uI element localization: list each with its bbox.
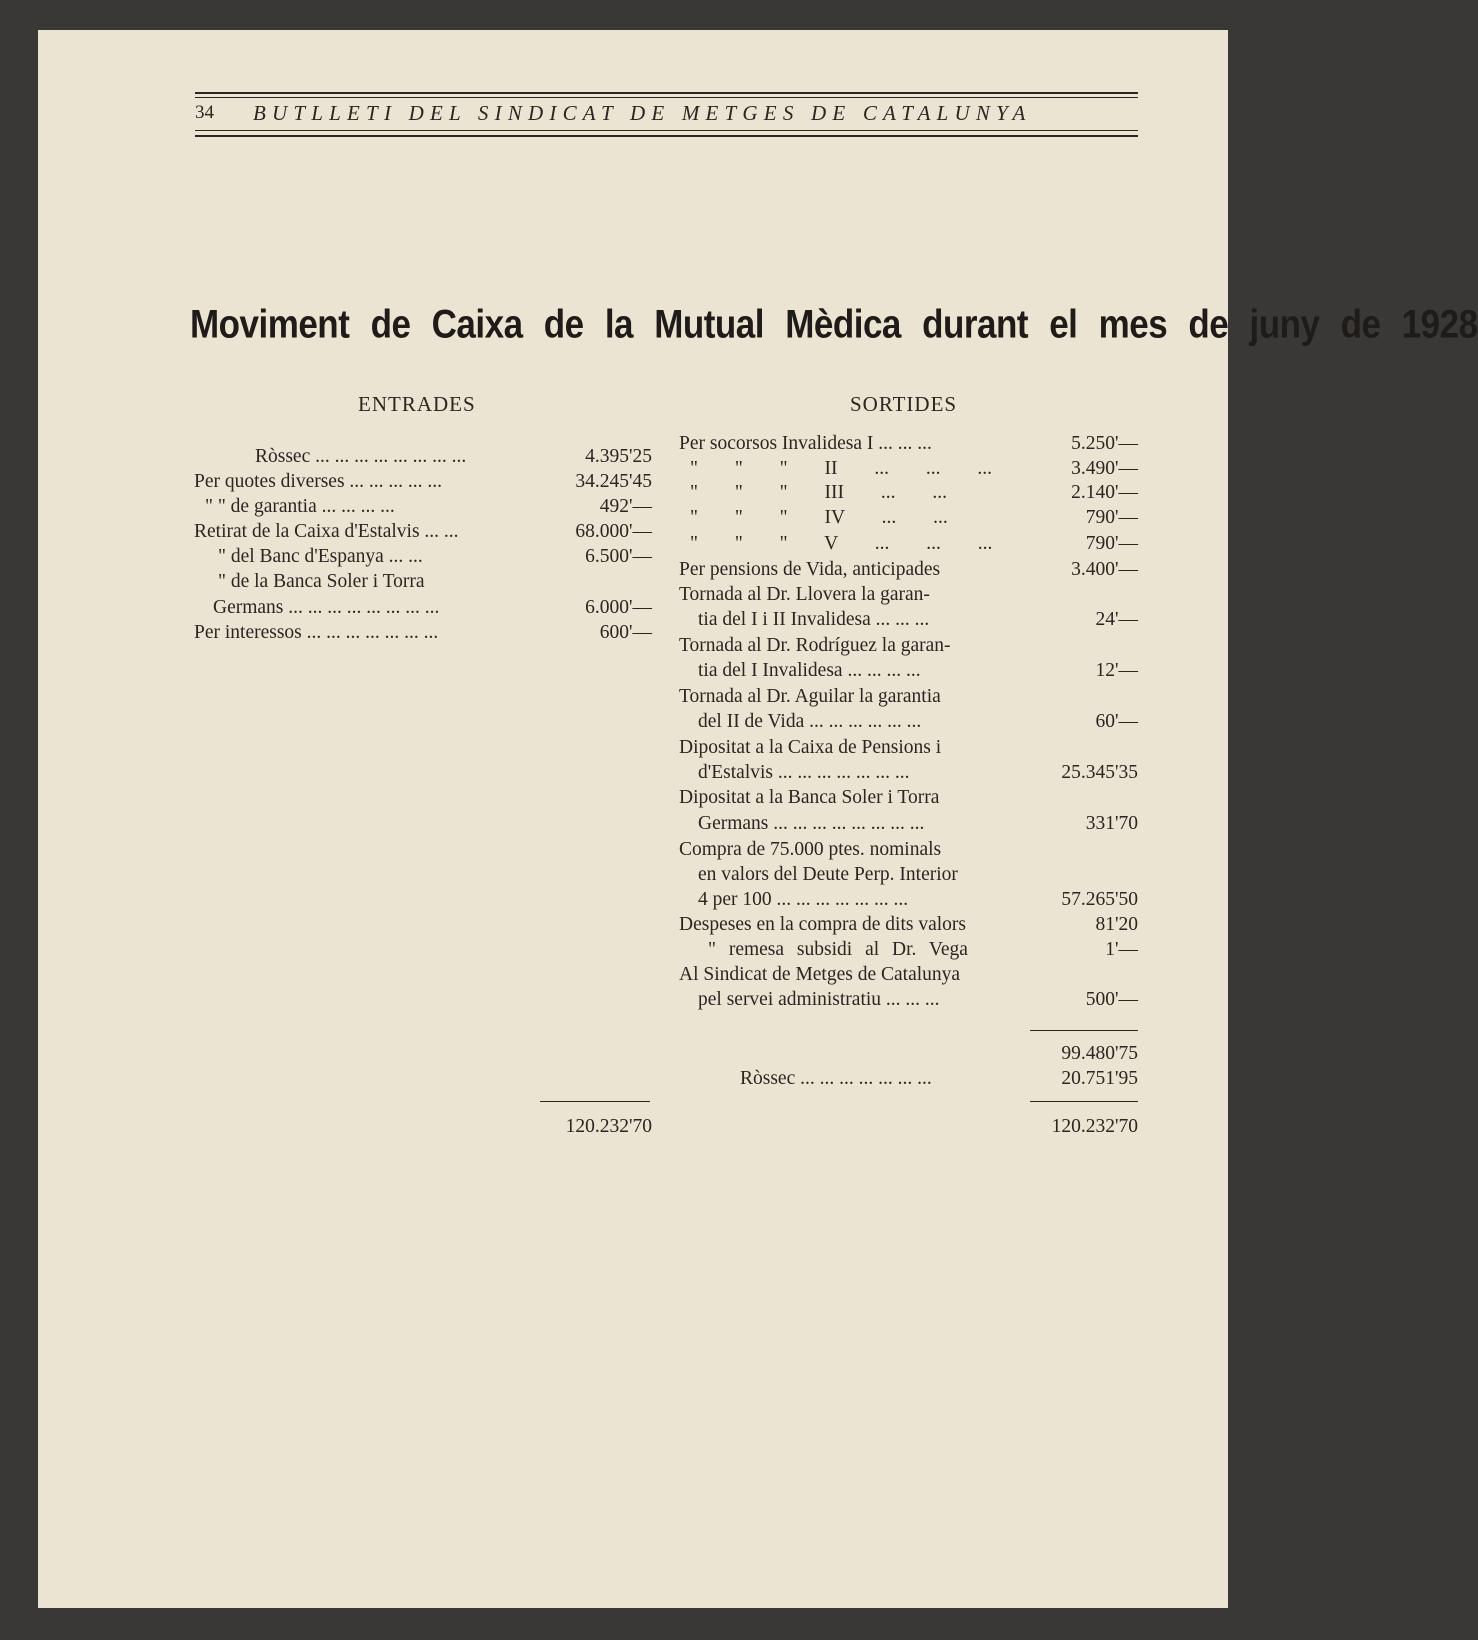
rossec-amount: 20.751'95 xyxy=(1061,1068,1138,1089)
sortides-total: 120.232'70 xyxy=(1051,1116,1138,1137)
entry-label: Despeses en la compra de dits valors xyxy=(679,914,966,935)
entry-label: en valors del Deute Perp. Interior xyxy=(698,864,958,885)
entry-amount: 3.490'— xyxy=(1071,458,1138,479)
entry-label: Per interessos ... ... ... ... ... ... ... xyxy=(194,622,439,643)
entrades-sum-rule xyxy=(540,1101,650,1102)
entry-label: Ròssec ... ... ... ... ... ... ... ... xyxy=(255,446,467,467)
entry-label: " " de garantia ... ... ... ... xyxy=(205,496,395,517)
rossec-label: Ròssec ... ... ... ... ... ... ... xyxy=(740,1068,932,1089)
entry-label: Retirat de la Caixa d'Estalvis ... ... xyxy=(194,521,459,542)
entry-label: " de la Banca Soler i Torra xyxy=(218,571,425,592)
entry-label: Tornada al Dr. Llovera la garan- xyxy=(679,584,930,605)
entry-label: " " " V ... ... ... xyxy=(690,533,993,554)
sortides-heading: SORTIDES xyxy=(850,392,958,416)
entry-amount: 331'70 xyxy=(1085,813,1138,834)
entry-amount: 3.400'— xyxy=(1071,559,1138,580)
entry-amount: 790'— xyxy=(1085,533,1138,554)
entry-amount: 60'— xyxy=(1095,711,1138,732)
entrades-total: 120.232'70 xyxy=(565,1116,652,1137)
entry-label: pel servei administratiu ... ... ... xyxy=(698,989,940,1010)
page-title: Moviment de Caixa de la Mutual Mèdica durant el mes de juny de 1928 xyxy=(190,302,1478,347)
header-rule xyxy=(195,130,1138,131)
entry-amount: 25.345'35 xyxy=(1061,762,1138,783)
header-rule xyxy=(195,92,1138,94)
entrades-heading: ENTRADES xyxy=(358,392,476,416)
entry-amount: 790'— xyxy=(1085,507,1138,528)
running-header xyxy=(195,92,1138,150)
entry-amount: 600'— xyxy=(599,622,652,643)
entry-amount: 6.000'— xyxy=(585,597,652,618)
entry-label: Dipositat a la Caixa de Pensions i xyxy=(679,737,942,758)
entry-label: Al Sindicat de Metges de Catalunya xyxy=(679,964,961,985)
entry-amount: 2.140'— xyxy=(1071,482,1138,503)
entry-label: " del Banc d'Espanya ... ... xyxy=(218,546,423,567)
entry-label: Tornada al Dr. Aguilar la garantia xyxy=(679,686,941,707)
sortides-subtotal: 99.480'75 xyxy=(1061,1043,1138,1064)
header-rule xyxy=(195,135,1138,137)
entry-amount: 500'— xyxy=(1085,989,1138,1010)
entry-label: 4 per 100 ... ... ... ... ... ... ... xyxy=(698,889,909,910)
entry-amount: 81'20 xyxy=(1095,914,1138,935)
entry-amount: 57.265'50 xyxy=(1061,889,1138,910)
entry-label: " " " IV ... ... xyxy=(690,507,948,528)
entry-amount: 34.245'45 xyxy=(575,471,652,492)
entry-label: Per pensions de Vida, anticipades xyxy=(679,559,941,580)
entry-label: d'Estalvis ... ... ... ... ... ... ... xyxy=(698,762,910,783)
entry-amount: 24'— xyxy=(1095,609,1138,630)
entry-amount: 5.250'— xyxy=(1071,433,1138,454)
entry-amount: 1'— xyxy=(1105,939,1138,960)
journal-title: BUTLLETI DEL SINDICAT DE METGES DE CATALUNYA xyxy=(253,101,1032,125)
entry-label: del II de Vida ... ... ... ... ... ... xyxy=(698,711,922,732)
entry-amount: 68.000'— xyxy=(575,521,652,542)
entry-label: tia del I Invalidesa ... ... ... ... xyxy=(698,660,921,681)
entry-amount: 4.395'25 xyxy=(585,446,652,467)
entry-label: " " " III ... ... xyxy=(690,482,947,503)
entry-label: Dipositat a la Banca Soler i Torra xyxy=(679,787,940,808)
entry-amount: 492'— xyxy=(599,496,652,517)
entry-label: " remesa subsidi al Dr. Vega xyxy=(708,939,968,960)
entry-label: Compra de 75.000 ptes. nominals xyxy=(679,839,942,860)
header-rule xyxy=(195,97,1138,98)
entry-label: Germans ... ... ... ... ... ... ... ... xyxy=(213,597,440,618)
entry-amount: 12'— xyxy=(1095,660,1138,681)
entry-amount: 6.500'— xyxy=(585,546,652,567)
sortides-subtotal-rule xyxy=(1030,1030,1138,1031)
entry-label: Per socorsos Invalidesa I ... ... ... xyxy=(679,433,932,454)
page-number: 34 xyxy=(195,102,214,123)
entry-label: Tornada al Dr. Rodríguez la garan- xyxy=(679,635,951,656)
entry-label: " " " II ... ... ... xyxy=(690,458,992,479)
sortides-sum-rule xyxy=(1030,1101,1138,1102)
entry-label: Per quotes diverses ... ... ... ... ... xyxy=(194,471,443,492)
entry-label: Germans ... ... ... ... ... ... ... ... xyxy=(698,813,925,834)
entry-label: tia del I i II Invalidesa ... ... ... xyxy=(698,609,930,630)
